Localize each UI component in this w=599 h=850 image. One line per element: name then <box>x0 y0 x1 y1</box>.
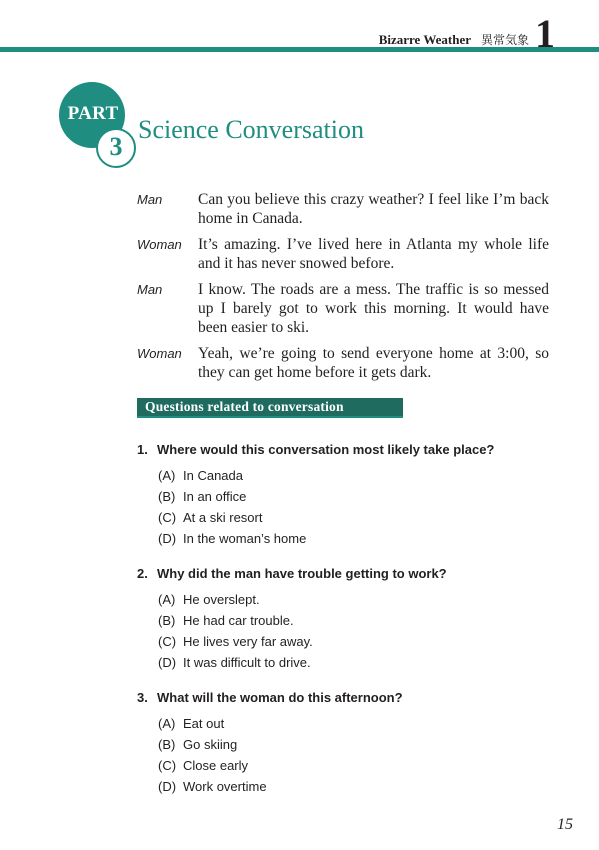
chapter-title: Bizarre Weather <box>378 32 471 47</box>
answer-options <box>137 713 557 797</box>
part-number: 3 <box>109 132 123 161</box>
option-text: Work overtime <box>183 779 267 794</box>
question-prompt: Where would this conversation most likely take place? <box>157 442 495 457</box>
question-text <box>137 688 557 707</box>
part-label: PART <box>67 103 119 124</box>
option-text: He had car trouble. <box>183 613 294 628</box>
question-number: 3. <box>137 690 148 705</box>
answer-option[interactable] <box>158 486 557 507</box>
option-letter: (D) <box>158 779 177 794</box>
utterance: I know. The roads are a mess. The traffic is so messed up I barely got to work this morning. It would have been easier to ski. <box>198 281 549 336</box>
question-prompt: What will the woman do this afternoon? <box>157 690 403 705</box>
dialogue-line <box>137 190 549 228</box>
speaker-label: Woman <box>137 346 182 361</box>
option-letter: (D) <box>158 655 177 670</box>
answer-option[interactable] <box>158 528 557 549</box>
answer-option[interactable] <box>158 465 557 486</box>
question <box>137 688 557 797</box>
speaker-label: Man <box>137 192 163 207</box>
answer-option[interactable] <box>158 734 557 755</box>
page-number: 15 <box>557 816 573 833</box>
question-number: 2. <box>137 566 148 581</box>
questions-heading: Questions related to conversation <box>145 399 344 414</box>
questions-list <box>137 440 557 812</box>
option-text: Close early <box>183 758 249 773</box>
utterance: Yeah, we’re going to send everyone home at 3:00, so they can get home before it gets dark. <box>198 345 549 381</box>
answer-option[interactable] <box>158 713 557 734</box>
utterance: Can you believe this crazy weather? I feel like I’m back home in Canada. <box>198 191 549 227</box>
option-text: In the woman’s home <box>183 531 307 546</box>
dialogue <box>137 190 549 389</box>
option-letter: (C) <box>158 510 177 525</box>
answer-option[interactable] <box>158 776 557 797</box>
question-text <box>137 564 557 583</box>
option-letter: (A) <box>158 716 176 731</box>
option-text: He overslept. <box>183 592 260 607</box>
question <box>137 564 557 673</box>
option-letter: (A) <box>158 468 176 483</box>
option-letter: (D) <box>158 531 177 546</box>
speaker-label: Man <box>137 282 163 297</box>
answer-options <box>137 465 557 549</box>
option-letter: (C) <box>158 634 177 649</box>
option-text: He lives very far away. <box>183 634 313 649</box>
dialogue-line <box>137 344 549 382</box>
option-text: Go skiing <box>183 737 238 752</box>
question-number: 1. <box>137 442 148 457</box>
question <box>137 440 557 549</box>
speaker-label: Woman <box>137 237 182 252</box>
section-title: Science Conversation <box>138 115 364 144</box>
chapter-title-jp: 異常気象 <box>480 33 529 47</box>
answer-option[interactable] <box>158 652 557 673</box>
dialogue-line <box>137 280 549 337</box>
option-text: It was difficult to drive. <box>183 655 311 670</box>
dialogue-line <box>137 235 549 273</box>
option-text: In an office <box>183 489 247 504</box>
answer-option[interactable] <box>158 589 557 610</box>
option-letter: (C) <box>158 758 177 773</box>
option-letter: (A) <box>158 592 176 607</box>
utterance: It’s amazing. I’ve lived here in Atlanta my whole life and it has never snowed before. <box>198 236 549 272</box>
question-text <box>137 440 557 459</box>
option-text: Eat out <box>183 716 225 731</box>
option-text: In Canada <box>183 468 243 483</box>
answer-option[interactable] <box>158 631 557 652</box>
answer-options <box>137 589 557 673</box>
option-letter: (B) <box>158 737 176 752</box>
question-prompt: Why did the man have trouble getting to work? <box>157 566 447 581</box>
chapter-header <box>379 31 529 49</box>
option-letter: (B) <box>158 613 176 628</box>
answer-option[interactable] <box>158 610 557 631</box>
option-text: At a ski resort <box>183 510 263 525</box>
option-letter: (B) <box>158 489 176 504</box>
chapter-number: 1 <box>535 11 555 56</box>
answer-option[interactable] <box>158 755 557 776</box>
answer-option[interactable] <box>158 507 557 528</box>
